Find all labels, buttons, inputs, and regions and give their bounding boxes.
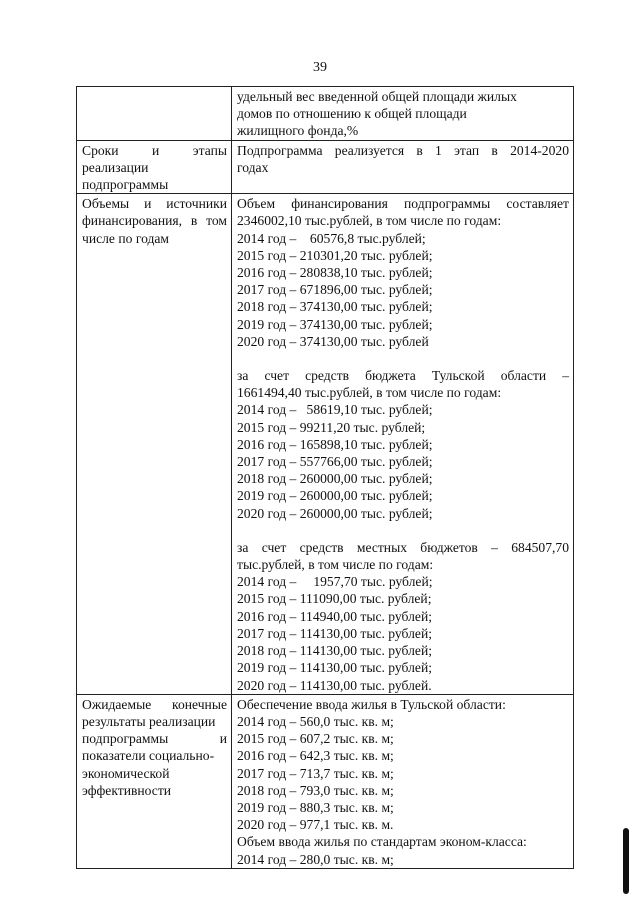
text-line: 2015 год – 99211,20 тыс. рублей; xyxy=(237,419,426,435)
label-line: результаты реализации xyxy=(82,713,216,729)
text-line: 2018 год – 374130,00 тыс. рублей; xyxy=(237,299,433,315)
label-line: экономической xyxy=(82,765,170,781)
table-row xyxy=(77,694,574,868)
spacer xyxy=(237,350,569,367)
text-line: 2016 год – 280838,10 тыс. рублей; xyxy=(237,265,433,281)
text-line: 2014 год – 1957,70 тыс. рублей; xyxy=(237,574,433,590)
label-line: Объемы и источники xyxy=(82,196,227,212)
text-line: тыс.рублей, в том числе по годам: xyxy=(237,557,434,573)
row-label-cell xyxy=(77,694,232,868)
text-line: 2016 год – 165898,10 тыс. рублей; xyxy=(237,436,433,452)
text-line: 2014 год – 60576,8 тыс.рублей; xyxy=(237,230,426,246)
text-line: 2018 год – 793,0 тыс. кв. м; xyxy=(237,782,394,798)
text-line: удельный вес введенной общей площади жилых xyxy=(237,89,517,104)
table-row xyxy=(77,87,574,141)
text-line: 2020 год – 374130,00 тыс. рублей xyxy=(237,333,429,349)
row-content-cell xyxy=(232,87,574,141)
text-line: 2014 год – 280,0 тыс. кв. м; xyxy=(237,851,394,867)
row-content-cell xyxy=(232,140,574,194)
row-label-cell xyxy=(77,140,232,194)
table-row xyxy=(77,194,574,694)
text-line: 2014 год – 58619,10 тыс. рублей; xyxy=(237,402,433,418)
label-line: Ожидаемые конечные xyxy=(82,696,227,712)
scan-edge-mark xyxy=(623,828,629,894)
text-line: годах xyxy=(237,159,269,175)
row-label-cell xyxy=(77,194,232,694)
text-line: за счет средств бюджета Тульской области – xyxy=(237,368,569,384)
row-content-cell xyxy=(232,194,574,694)
text-line: 2017 год – 671896,00 тыс. рублей; xyxy=(237,282,433,298)
text-line: Обеспечение ввода жилья в Тульской области: xyxy=(237,696,506,712)
label-line: числе по годам xyxy=(82,230,170,246)
text-line: Подпрограмма реализуется в 1 этап в 2014-2020 xyxy=(237,142,569,158)
label-line: реализации xyxy=(82,159,149,175)
text-line: 2020 год – 977,1 тыс. кв. м. xyxy=(237,817,394,833)
text-line: 2014 год – 560,0 тыс. кв. м; xyxy=(237,713,394,729)
text-line: Объем ввода жилья по стандартам эконом-класса: xyxy=(237,834,527,850)
text-line: 2019 год – 114130,00 тыс. рублей; xyxy=(237,660,432,676)
text-line: 2020 год – 260000,00 тыс. рублей; xyxy=(237,505,433,521)
text-line: 2016 год – 642,3 тыс. кв. м; xyxy=(237,748,394,764)
text-line: домов по отношению к общей площади xyxy=(237,106,467,122)
text-line: жилищного фонда,% xyxy=(237,123,359,139)
row-label-cell xyxy=(77,87,232,141)
text-line: за счет средств местных бюджетов – 684507,70 xyxy=(237,539,569,555)
text-line: 2017 год – 557766,00 тыс. рублей; xyxy=(237,454,433,470)
page-number: 39 xyxy=(313,60,327,75)
text-line: 2016 год – 114940,00 тыс. рублей; xyxy=(237,608,432,624)
text-line: 1661494,40 тыс.рублей, в том числе по годам: xyxy=(237,385,502,401)
text-line: 2019 год – 880,3 тыс. кв. м; xyxy=(237,799,394,815)
text-line: Объем финансирования подпрограммы составляет xyxy=(237,196,569,212)
text-line: 2019 год – 374130,00 тыс. рублей; xyxy=(237,316,433,332)
text-line: 2020 год – 114130,00 тыс. рублей. xyxy=(237,677,432,693)
text-line: 2015 год – 607,2 тыс. кв. м; xyxy=(237,731,394,747)
label-line: финансирования, в том xyxy=(82,213,227,229)
text-line: 2017 год – 713,7 тыс. кв. м; xyxy=(237,765,394,781)
passport-table xyxy=(76,86,574,869)
label-line: эффективности xyxy=(82,782,172,798)
spacer xyxy=(237,522,569,539)
text-line: 2015 год – 111090,00 тыс. рублей; xyxy=(237,591,432,607)
text-line: 2018 год – 114130,00 тыс. рублей; xyxy=(237,643,432,659)
table-row xyxy=(77,140,574,194)
text-line: 2015 год – 210301,20 тыс. рублей; xyxy=(237,247,433,263)
label-line: показатели социально- xyxy=(82,748,215,764)
text-line: 2346002,10 тыс.рублей, в том числе по годам: xyxy=(237,213,502,229)
text-line: 2017 год – 114130,00 тыс. рублей; xyxy=(237,625,432,641)
row-content-cell xyxy=(232,694,574,868)
text-line: 2018 год – 260000,00 тыс. рублей; xyxy=(237,471,433,487)
label-line: подпрограммы xyxy=(82,177,169,193)
label-line: подпрограммы и xyxy=(82,731,227,747)
label-line: Сроки и этапы xyxy=(82,142,227,158)
text-line: 2019 год – 260000,00 тыс. рублей; xyxy=(237,488,433,504)
